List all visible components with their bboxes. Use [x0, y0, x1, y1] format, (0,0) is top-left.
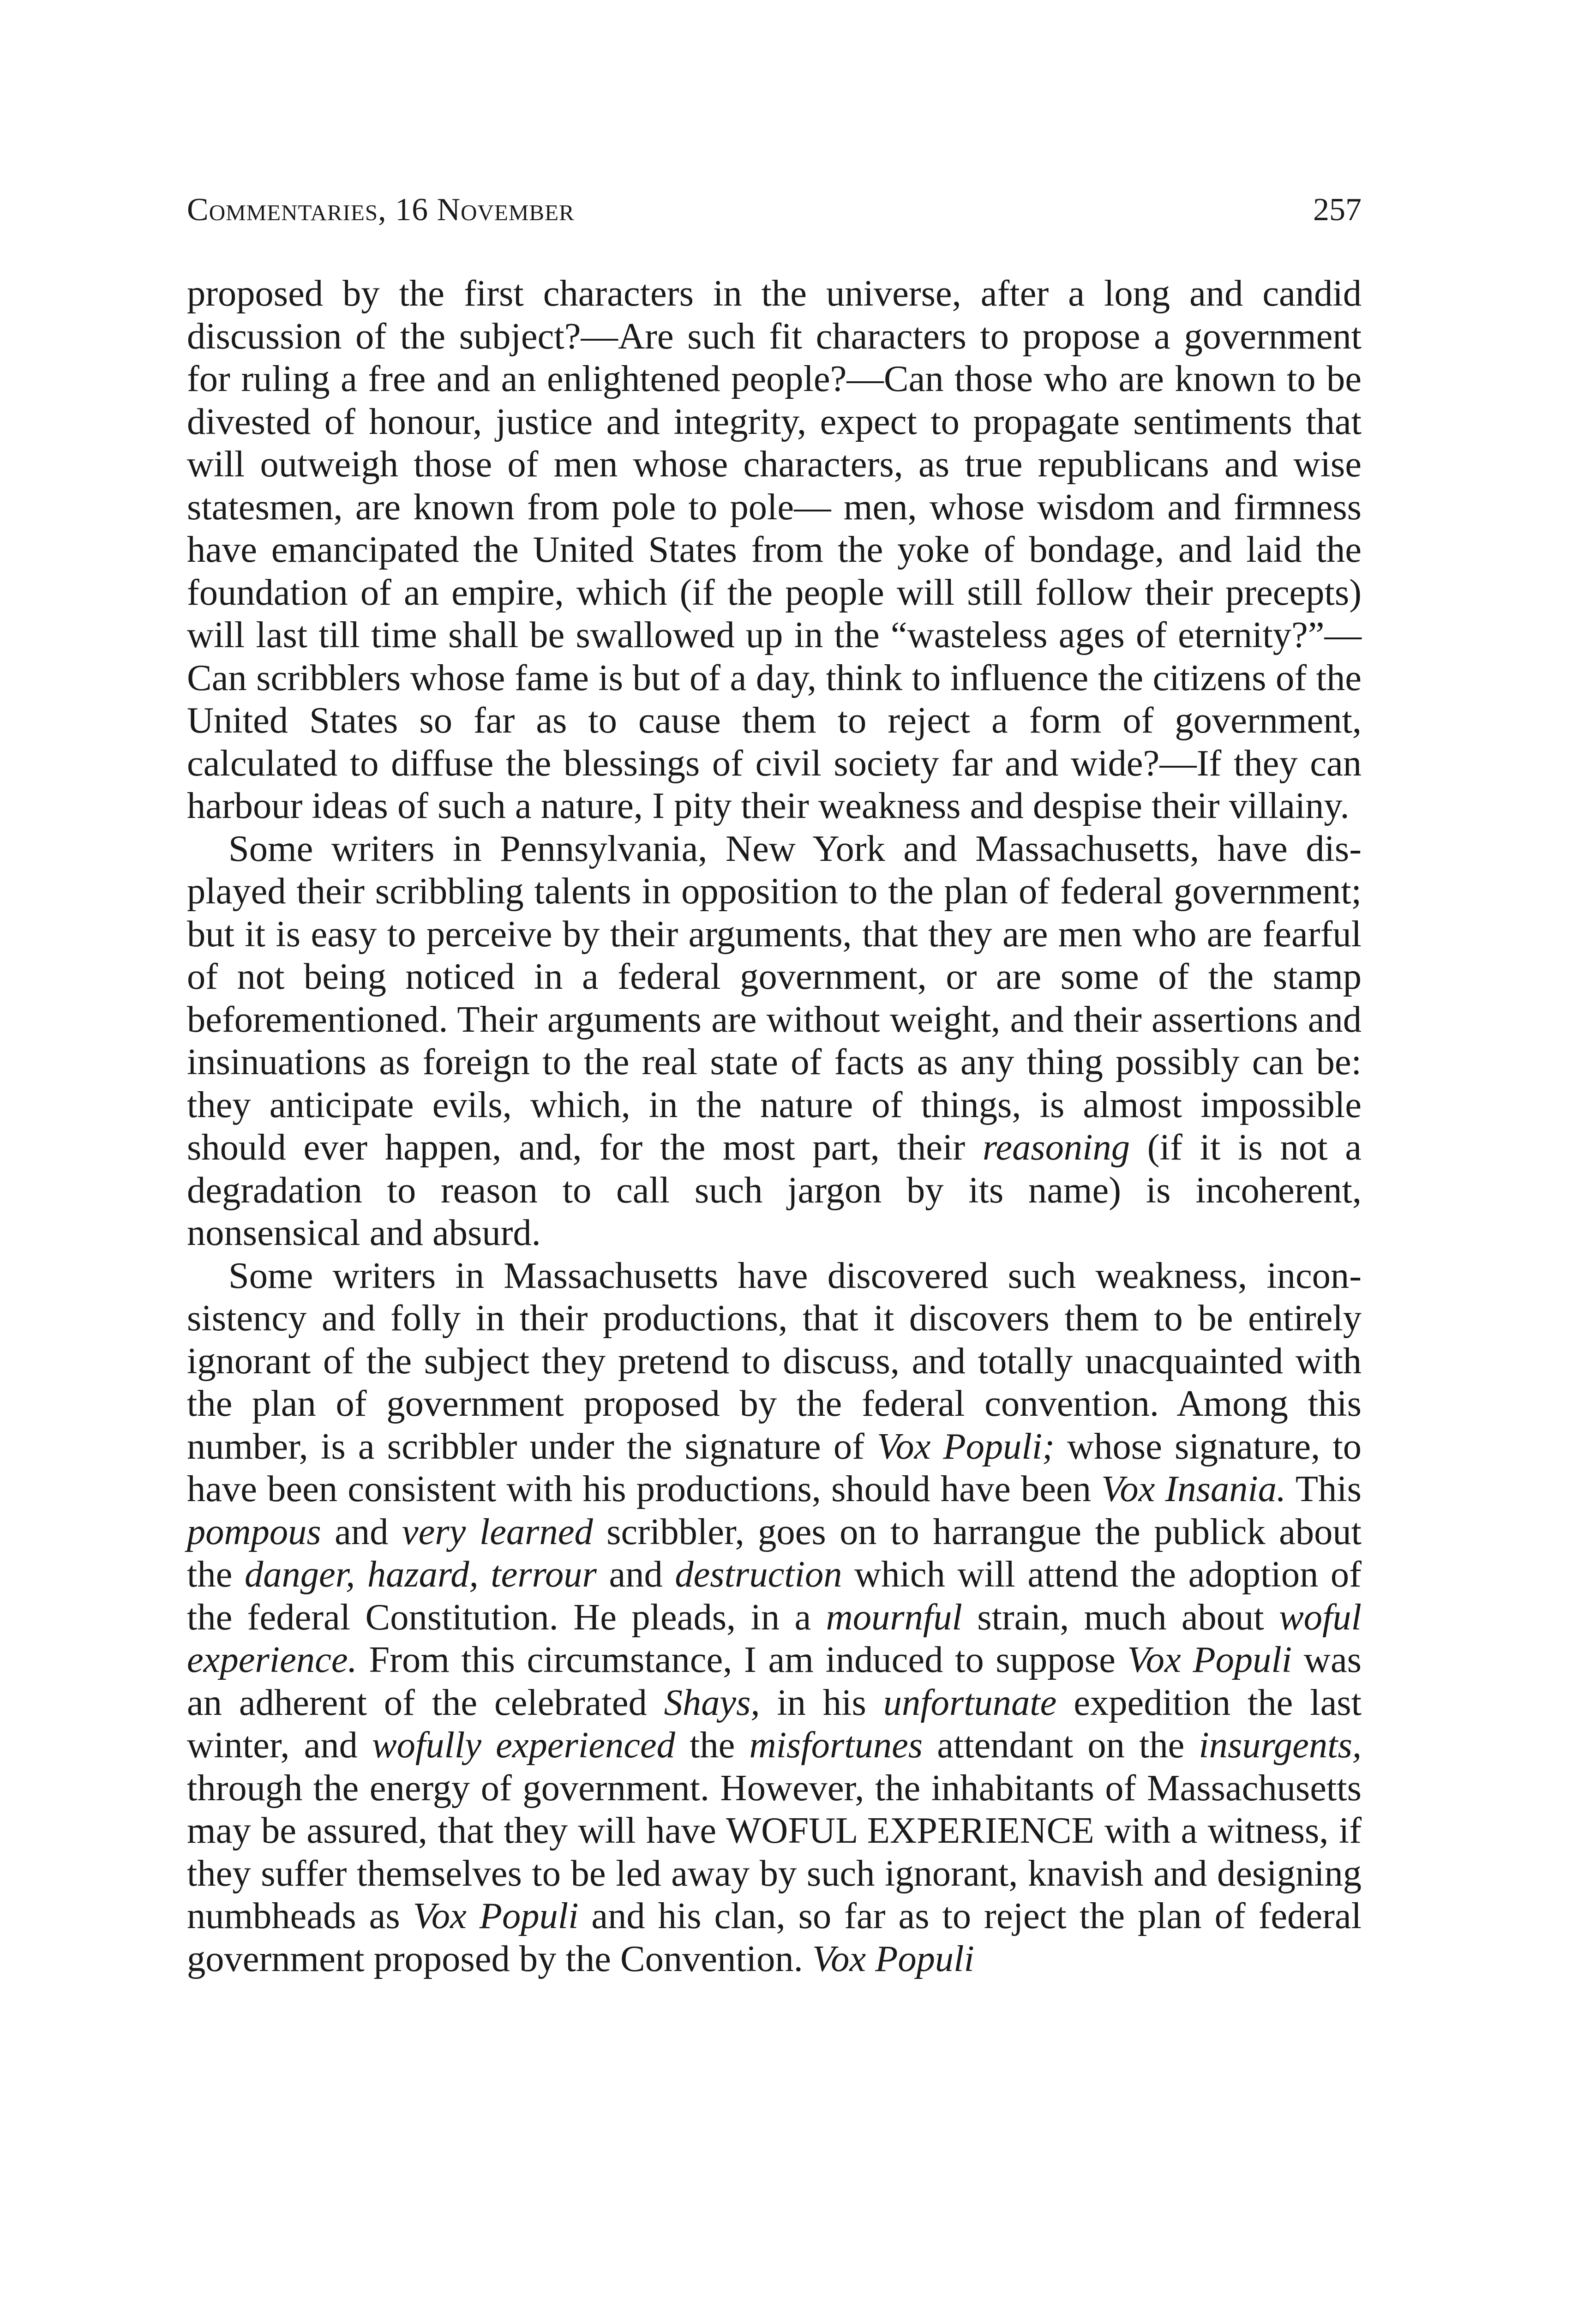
text-run: From this circumstance, I am induced to suppose [357, 1639, 1128, 1680]
paragraph-3 [187, 1255, 1362, 1981]
italic-text-run: unfortunate [883, 1682, 1057, 1723]
text-run: Some writers in Massachusetts have discovered such weakness, inconsistency and folly in their productions, that it discovers them to be entirely ignorant of the subject they pretend to discuss, and totally unacquainted with the plan of government proposed by the federal convention. Among this number, is a scribbler under the signature of [187, 1255, 1362, 1467]
text-run: and [321, 1511, 402, 1552]
paragraph-1 [187, 272, 1362, 828]
text-run: whose signature, to have been consistent with his productions, should have been [187, 1425, 1362, 1509]
text-run: proposed by the first characters in the universe, after a long and candid discussion of the subject?—Are such fit characters to propose a government for ruling a free and an enlightened people?—Can those who are known to be divested of honour, justice and integrity, expect to propagate sentiments that will outweigh those of men whose characters, as true republicans and wise statesmen, are known from pole to pole— men, whose wisdom and firmness have emancipated the United States from the yoke of bondage, and laid the foundation of an empire, which (if the people will still follow their precepts) will last till time shall be swallowed up in the “wasteless ages of eternity?”—Can scribblers whose fame is but of a day, think to influence the citizens of the United States so far as to cause them to reject a form of government, calculated to diffuse the blessings of civil society far and wide?—If they can harbour ideas of such a nature, I pity their weakness and despise their villainy. [187, 273, 1362, 826]
text-run: This [1286, 1468, 1362, 1509]
italic-text-run: destruction [675, 1554, 842, 1595]
italic-text-run: Vox Populi; [877, 1425, 1055, 1467]
running-head [187, 185, 1362, 235]
text-run: which will attend the adoption of the federal Constitution. He pleads, in a [187, 1554, 1362, 1638]
italic-text-run: wofully experienced [372, 1725, 675, 1766]
italic-text-run: Vox Populi [812, 1938, 974, 1979]
running-head-title: Commentaries, 16 November [187, 192, 575, 228]
text-run: and his clan, so far as to reject the plan of federal government proposed by the Convention. [187, 1895, 1362, 1979]
text-run: was an adherent of the celebrated [187, 1639, 1362, 1723]
body-text [187, 272, 1362, 1980]
text-run: scribbler, goes on to harrangue the publick about the [187, 1511, 1362, 1595]
italic-text-run: pompous [187, 1511, 321, 1552]
text-run: expedition the last winter, and [187, 1682, 1362, 1766]
text-run: attendant on the [923, 1725, 1199, 1766]
italic-text-run: reasoning [982, 1127, 1130, 1168]
document-page [187, 185, 1362, 1980]
italic-text-run: Vox Populi [413, 1895, 579, 1936]
text-run: Some writers in Pennsylvania, New York and Massachusetts, have displayed their scribbling talents in opposition to the plan of federal government; but it is easy to perceive by their arguments, that they are men who are fearful of not being noticed in a federal government, or are some of the stamp beforementioned. Their arguments are without weight, and their assertions and insinuations as foreign to the real state of facts as any thing possibly can be: they anticipate evils, which, in the nature of things, is almost impossible should ever happen, and, for the most part, their [187, 828, 1362, 1168]
italic-text-run: woful experience. [187, 1596, 1362, 1680]
text-run: in his [760, 1682, 883, 1723]
italic-text-run: Shays, [664, 1682, 760, 1723]
italic-text-run: Vox Populi [1127, 1639, 1292, 1680]
page-number: 257 [1313, 192, 1362, 228]
paragraph-2 [187, 828, 1362, 1255]
text-run: the [675, 1725, 750, 1766]
italic-text-run: danger, hazard, terrour [244, 1554, 597, 1595]
text-run: strain, much about [962, 1596, 1279, 1638]
italic-text-run: very learned [402, 1511, 593, 1552]
italic-text-run: misfortunes [749, 1725, 923, 1766]
text-run: (if it is not a degradation to reason to call such jargon by its name) is incoherent, nonsensical and absurd. [187, 1127, 1362, 1253]
italic-text-run: Vox Insania. [1101, 1468, 1286, 1509]
text-run: and [596, 1554, 675, 1595]
italic-text-run: mournful [826, 1596, 962, 1638]
italic-text-run: insurgents, [1199, 1725, 1362, 1766]
text-run: through the energy of government. However, the inhabitants of Massachusetts may be assured, that they will have WOFUL EXPERIENCE with a witness, if they suffer themselves to be led away by such ignorant, knavish and designing numbheads as [187, 1767, 1362, 1936]
